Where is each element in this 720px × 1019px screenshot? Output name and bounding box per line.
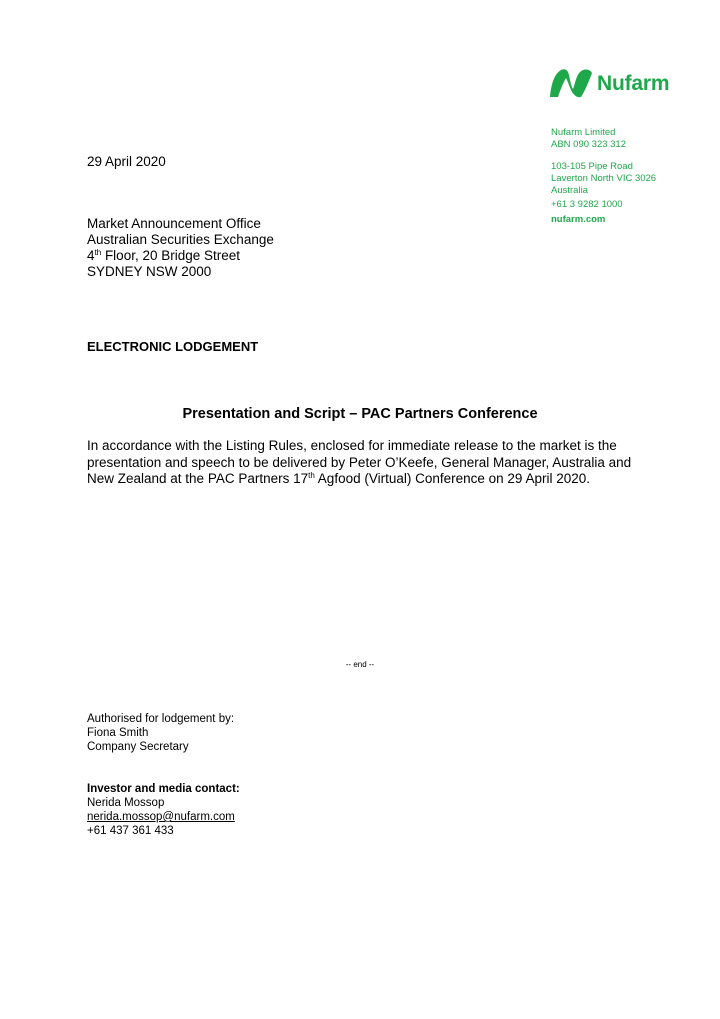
lodgement-heading: ELECTRONIC LODGEMENT — [87, 339, 259, 354]
authorisation-label: Authorised for lodgement by: — [87, 713, 235, 725]
letter-date: 29 April 2020 — [87, 154, 166, 169]
recipient-line2: Australian Securities Exchange — [87, 232, 274, 247]
authorisation-name: Fiona Smith — [87, 727, 149, 739]
contact-email-link[interactable]: nerida.mossop@nufarm.com — [87, 811, 235, 823]
company-name: Nufarm Limited — [551, 127, 616, 138]
authorisation-role: Company Secretary — [87, 741, 189, 753]
brand-name: Nufarm — [597, 71, 670, 95]
recipient-line3: 4th Floor, 20 Bridge Street — [87, 248, 241, 263]
contact-phone: +61 437 361 433 — [87, 825, 174, 837]
nufarm-leaf-icon — [549, 67, 593, 99]
company-address-line3: Australia — [551, 185, 588, 196]
contact-name: Nerida Mossop — [87, 797, 165, 809]
end-marker: -- end -- — [345, 660, 375, 669]
company-website[interactable]: nufarm.com — [551, 214, 606, 225]
recipient-line1: Market Announcement Office — [87, 216, 261, 231]
recipient-line4: SYDNEY NSW 2000 — [87, 264, 212, 279]
company-phone: +61 3 9282 1000 — [551, 199, 623, 210]
company-address-line2: Laverton North VIC 3026 — [551, 173, 657, 184]
body-line2: presentation and speech to be delivered by Peter O’Keefe, General Manager, Australia and — [87, 454, 632, 470]
company-address-line1: 103-105 Pipe Road — [551, 161, 633, 172]
contact-label: Investor and media contact: — [87, 783, 240, 795]
document-title: Presentation and Script – PAC Partners Conference — [182, 406, 538, 422]
nufarm-logo — [549, 66, 679, 100]
body-line3: New Zealand at the PAC Partners 17th Agfood (Virtual) Conference on 29 April 2020. — [87, 471, 590, 486]
company-abn: ABN 090 323 312 — [551, 139, 627, 150]
body-line1: In accordance with the Listing Rules, enclosed for immediate release to the market is the — [87, 438, 617, 453]
